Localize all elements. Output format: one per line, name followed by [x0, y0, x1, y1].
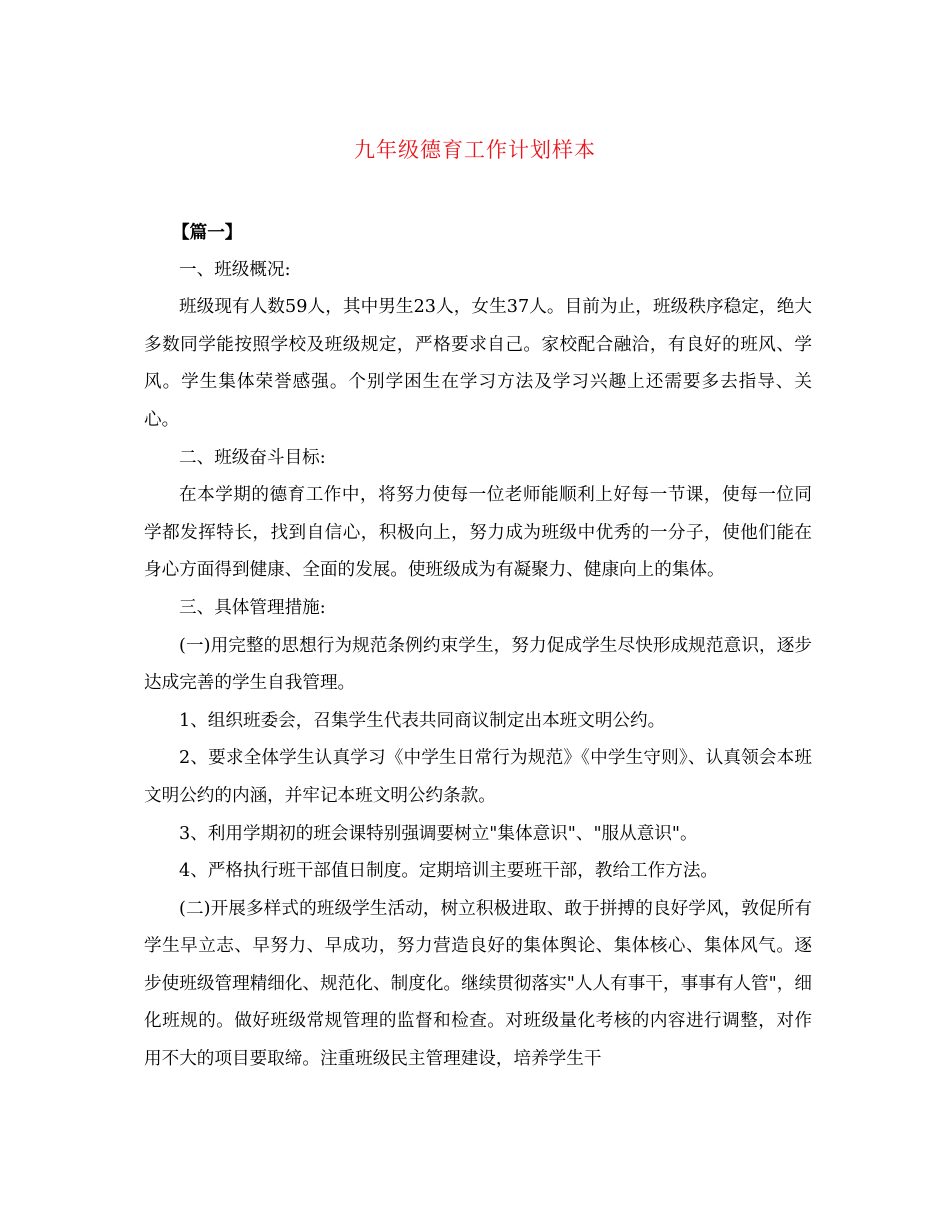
heading-class-overview: 一、班级概况: [179, 259, 291, 280]
list-item-1: 1、组织班委会，召集学生代表共同商议制定出本班文明公约。 [179, 710, 666, 731]
list-item-4: 4、严格执行班干部值日制度。定期培训主要班干部，教给工作方法。 [179, 861, 719, 882]
heading-management-measures: 三、具体管理措施: [179, 597, 326, 618]
paragraph-class-goals: 在本学期的德育工作中，将努力使每一位老师能顺利上好每一节课，使每一位同学都发挥特长，找到自信心，积极向上，努力成为班级中优秀的一分子，使他们能在身心方面得到健康、全面的发展。使班级成为有凝聚力、健康向上的集体。 [144, 485, 812, 581]
paragraph-measure-two: (二)开展多样式的班级学生活动，树立积极进取、敢于拼搏的良好学风，敦促所有学生早立志、早努力、早成功，努力营造良好的集体舆论、集体核心、集体风气。逐步使班级管理精细化、规范化、制度化。继续贯彻落实"人人有事干，事事有人管"，细化班规的。做好班级常规管理的监督和检查。对班级量化考核的内容进行调整，对作用不大的项目要取缔。注重班级民主管理建设，培养学生干 [144, 898, 812, 1070]
document-title: 九年级德育工作计划样本 [354, 138, 596, 162]
heading-class-goals: 二、班级奋斗目标: [179, 447, 326, 468]
document-body [144, 214, 812, 1079]
paragraph-measure-one: (一)用完整的思想行为规范条例约束学生，努力促成学生尽快形成规范意识，逐步达成完善的学生自我管理。 [144, 635, 812, 694]
list-item-3: 3、利用学期初的班会课特别强调要树立"集体意识"、"服从意识"。 [179, 823, 698, 844]
section-label-part-one: 【篇一】 [172, 222, 243, 243]
paragraph-class-overview: 班级现有人数59人，其中男生23人，女生37人。目前为止，班级秩序稳定，绝大多数同学能按照学校及班级规定，严格要求自己。家校配合融洽，有良好的班风、学风。学生集体荣誉感强。个别学困生在学习方法及学习兴趣上还需要多去指导、关心。 [144, 297, 812, 430]
list-item-2: 2、要求全体学生认真学习《中学生日常行为规范》《中学生守则》、认真领会本班文明公约的内涵，并牢记本班文明公约条款。 [144, 748, 812, 806]
